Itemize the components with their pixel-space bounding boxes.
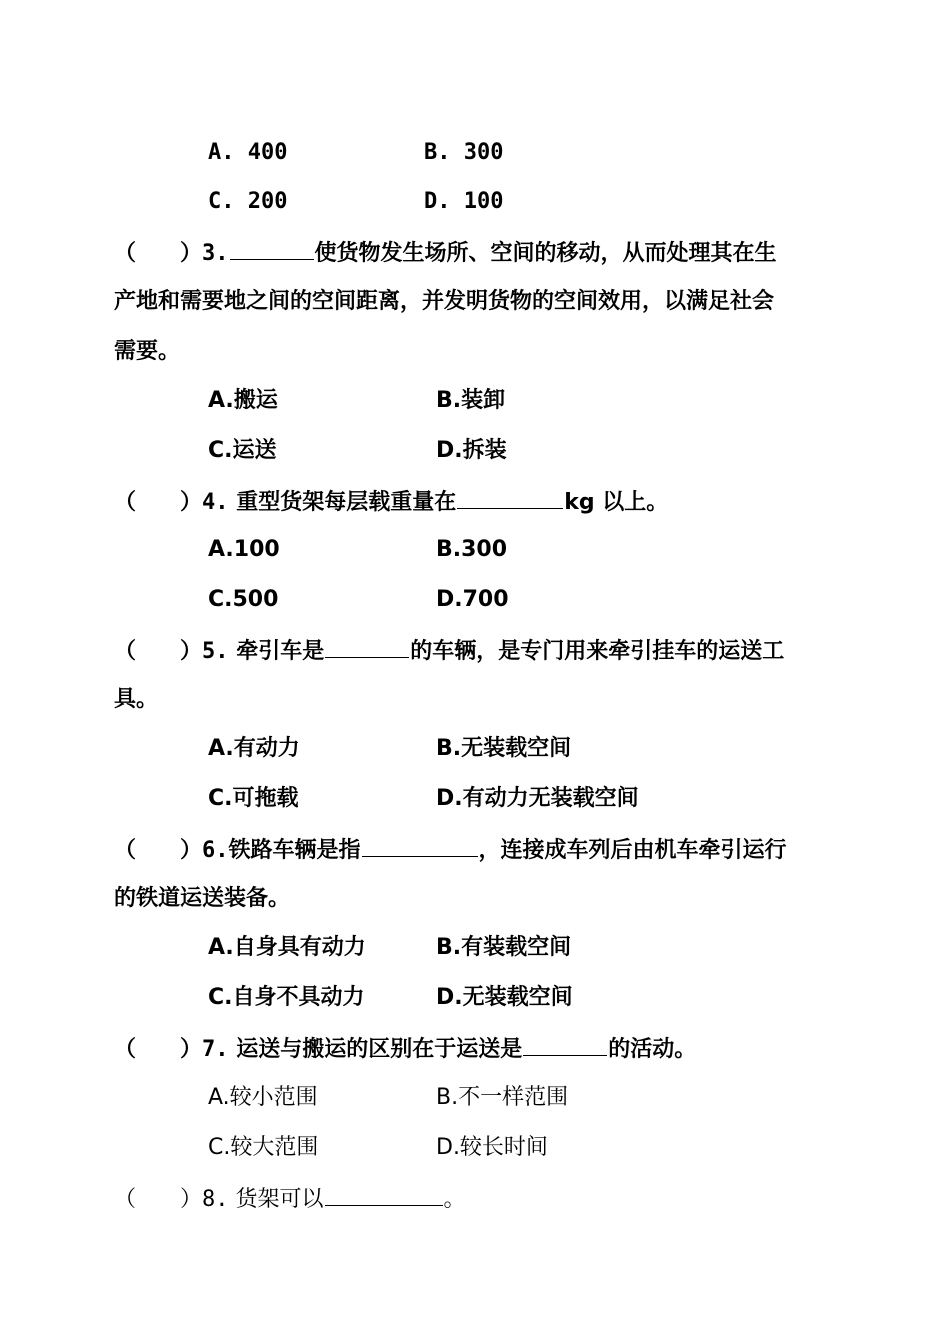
q2-option-c: C. 200 — [208, 189, 288, 214]
q5-paren: （ ） — [114, 639, 203, 664]
q3-option-c: C.运送 — [208, 438, 277, 463]
q6-paren: （ ） — [114, 838, 203, 863]
q7-paren: （ ） — [114, 1037, 203, 1062]
q3-text-1: 使货物发生场所、空间的移动，从而处理其在生 — [314, 241, 777, 266]
q8-blank — [325, 1183, 443, 1206]
q6-option-c: C.自身不具动力 — [208, 985, 365, 1010]
q5-text-after: 的车辆，是专门用来牵引挂车的运送工 — [410, 639, 785, 664]
q4-option-a: A.100 — [208, 537, 280, 562]
q7-number: 7. — [202, 1037, 229, 1062]
q4-blank — [457, 486, 563, 509]
q6-text-before: 铁路车辆是指 — [228, 838, 361, 863]
q5-option-c: C.可拖载 — [208, 786, 299, 811]
q4-text-before: 重型货架每层载重量在 — [236, 490, 457, 515]
q8-line-1 — [114, 1183, 466, 1213]
q3-number: 3. — [202, 241, 229, 266]
q6-number: 6. — [202, 838, 229, 863]
q5-line-1 — [114, 635, 784, 665]
q7-option-d: D.较长时间 — [436, 1135, 548, 1160]
q7-option-a: A.较小范围 — [208, 1085, 318, 1110]
q4-option-c: C.500 — [208, 587, 279, 612]
q5-text-before: 牵引车是 — [236, 639, 325, 664]
q4-option-b: B.300 — [436, 537, 508, 562]
q8-text-before: 货架可以 — [235, 1187, 324, 1212]
q8-number: 8. — [202, 1187, 229, 1212]
q2-option-b: B. 300 — [424, 140, 504, 165]
q3-option-a: A.搬运 — [208, 388, 278, 413]
q7-text-before: 运送与搬运的区别在于运送是 — [236, 1037, 523, 1062]
q4-option-d: D.700 — [436, 587, 509, 612]
q5-text-2: 具。 — [114, 687, 159, 712]
q7-option-b: B.不一样范围 — [436, 1085, 569, 1110]
q5-option-b: B.无装载空间 — [436, 736, 572, 761]
q4-number: 4. — [202, 490, 229, 515]
q5-number: 5. — [202, 639, 229, 664]
q3-blank — [230, 237, 314, 260]
q6-blank — [362, 834, 478, 857]
q8-paren: （ ） — [114, 1187, 203, 1212]
q3-text-2: 产地和需要地之间的空间距离，并发明货物的空间效用，以满足社会 — [114, 289, 775, 314]
q4-text-after: kg 以上。 — [564, 490, 669, 515]
q3-line-1 — [114, 237, 777, 267]
q3-text-3: 需要。 — [114, 339, 181, 364]
q7-option-c: C.较大范围 — [208, 1135, 319, 1160]
q7-text-after: 的活动。 — [608, 1037, 697, 1062]
q2-option-d: D. 100 — [424, 189, 504, 214]
q6-option-b: B.有装载空间 — [436, 935, 572, 960]
q3-option-d: D.拆装 — [436, 438, 507, 463]
q5-blank — [325, 635, 409, 658]
q4-paren: （ ） — [114, 490, 203, 515]
q3-option-b: B.装卸 — [436, 388, 506, 413]
q6-text-2: 的铁道运送装备。 — [114, 886, 291, 911]
q7-line-1 — [114, 1033, 696, 1063]
q6-line-1 — [114, 834, 787, 864]
q6-option-a: A.自身具有动力 — [208, 935, 366, 960]
q6-text-after: ，连接成车列后由机车牵引运行 — [478, 838, 787, 863]
q5-option-a: A.有动力 — [208, 736, 300, 761]
q3-paren: （ ） — [114, 241, 203, 266]
q8-text-after: 。 — [443, 1187, 466, 1212]
q4-line-1 — [114, 486, 668, 516]
q6-option-d: D.无装载空间 — [436, 985, 573, 1010]
q5-option-d: D.有动力无装载空间 — [436, 786, 639, 811]
q2-option-a: A. 400 — [208, 140, 288, 165]
q7-blank — [523, 1033, 607, 1056]
